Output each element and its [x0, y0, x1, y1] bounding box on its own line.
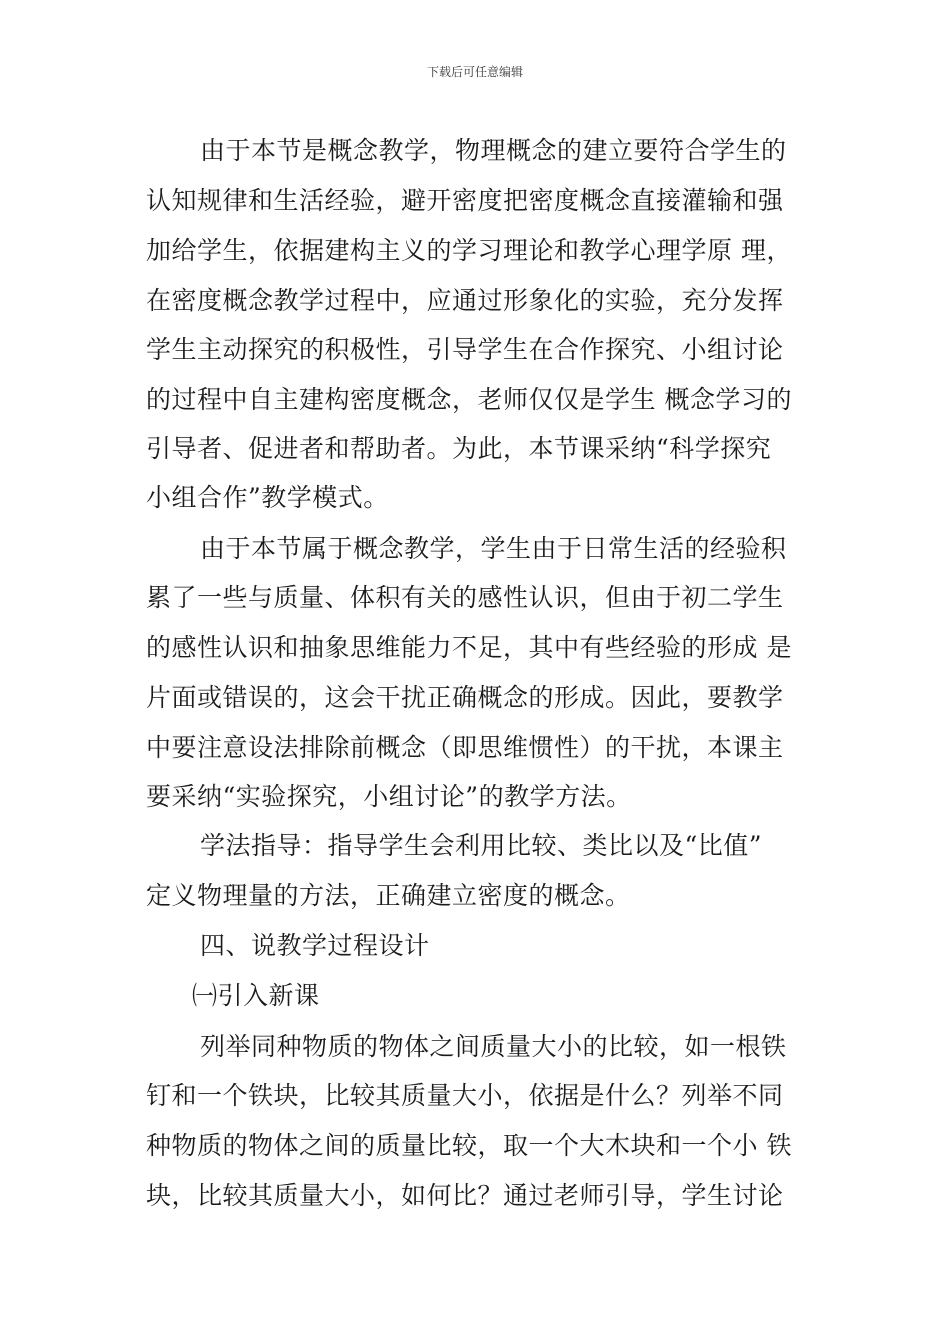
- paragraph-1-line-3: 加给学生，依据建构主义的学习理论和教学心理学原 理，: [146, 236, 792, 265]
- paragraph-3-line-1: 学法指导：指导学生会利用比较、类比以及“比值”: [200, 831, 763, 860]
- paragraph-1-line-1: 由于本节是概念教学，物理概念的建立要符合学生的: [200, 136, 787, 165]
- paragraph-1-line-2: 认知规律和生活经验，避开密度把密度概念直接灌输和强: [146, 186, 784, 215]
- section-heading: 四、说教学过程设计: [200, 931, 430, 960]
- paragraph-4-line-3: 种物质的物体之间的质量比较，取一个大木块和一个小 铁: [146, 1131, 792, 1160]
- paragraph-2-line-3: 的感性认识和抽象思维能力不足，其中有些经验的形成 是: [146, 633, 792, 662]
- paragraph-1-line-6: 的过程中自主建构密度概念，老师仅仅是学生 概念学习的: [146, 385, 792, 414]
- paragraph-1-line-4: 在密度概念教学过程中，应通过形象化的实验，充分发挥: [146, 286, 784, 315]
- paragraph-1-line-5: 学生主动探究的积极性，引导学生在合作探究、小组讨论: [146, 335, 784, 364]
- paragraph-4-line-2: 钉和一个铁块，比较其质量大小，依据是什么？列举不同: [146, 1081, 784, 1110]
- paragraph-4-line-1: 列举同种物质的物体之间质量大小的比较，如一根铁: [200, 1032, 787, 1061]
- paragraph-2-line-4: 片面或错误的，这会干扰正确概念的形成。因此，要教学: [146, 683, 784, 712]
- paragraph-4-line-4: 块，比较其质量大小，如何比？通过老师引导，学生讨论: [146, 1181, 784, 1210]
- paragraph-1-line-8: 小组合作”教学模式。: [146, 483, 389, 512]
- subsection-heading: ㈠引入新课: [192, 981, 320, 1010]
- paragraph-2-line-5: 中要注意设法排除前概念（即思维惯性）的干扰，本课主: [146, 733, 784, 762]
- paragraph-2-line-1: 由于本节属于概念教学，学生由于日常生活的经验积: [200, 534, 787, 563]
- paragraph-3-line-2: 定义物理量的方法，正确建立密度的概念。: [146, 881, 631, 910]
- page-header: 下载后可任意编辑: [426, 65, 523, 79]
- paragraph-2-line-2: 累了一些与质量、体积有关的感性认识，但由于初二学生: [146, 583, 784, 612]
- paragraph-2-line-6: 要采纳“实验探究，小组讨论”的教学方法。: [146, 782, 632, 811]
- paragraph-1-line-7: 引导者、促进者和帮助者。为此，本节课采纳“科学探究: [146, 434, 772, 463]
